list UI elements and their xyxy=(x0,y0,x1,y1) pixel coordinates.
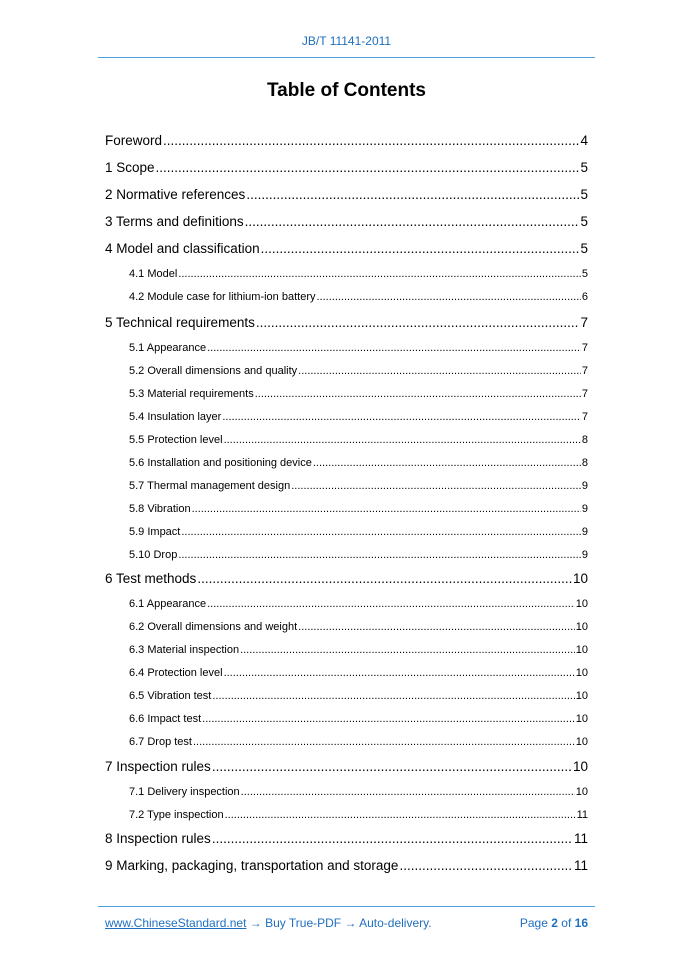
toc-leader-dots xyxy=(256,315,580,330)
toc-entry[interactable] xyxy=(105,268,588,280)
toc-entry-label: 6.4 Protection level xyxy=(129,667,223,679)
toc-leader-dots xyxy=(291,480,581,492)
toc-entry-label: 8 Inspection rules xyxy=(105,831,211,846)
toc-entry-page: 7 xyxy=(581,342,588,354)
toc-entry-page: 11 xyxy=(576,809,588,821)
toc-entry[interactable] xyxy=(105,187,588,202)
toc-entry-page: 5 xyxy=(580,241,588,256)
toc-entry-page: 9 xyxy=(581,526,588,538)
page-current: 2 xyxy=(551,916,558,930)
toc-entry-label: 5.2 Overall dimensions and quality xyxy=(129,365,298,377)
toc-entry[interactable] xyxy=(105,160,588,175)
toc-entry[interactable] xyxy=(105,434,588,446)
toc-entry-label: 5.4 Insulation layer xyxy=(129,411,222,423)
toc-entry-label: 9 Marking, packaging, transportation and storage xyxy=(105,858,399,873)
toc-entry-label: 5.6 Installation and positioning device xyxy=(129,457,312,469)
toc-entry-page: 10 xyxy=(575,644,588,656)
toc-leader-dots xyxy=(246,187,579,202)
toc-entry-label: 1 Scope xyxy=(105,160,155,175)
toc-entry-page: 5 xyxy=(580,160,588,175)
toc-entry-page: 10 xyxy=(575,786,588,798)
toc-leader-dots xyxy=(193,736,575,748)
toc-entry-label: 6.1 Appearance xyxy=(129,598,207,610)
toc-entry-label: 6.6 Impact test xyxy=(129,713,202,725)
site-link[interactable]: www.ChineseStandard.net xyxy=(105,916,247,930)
toc-entry-label: 6.2 Overall dimensions and weight xyxy=(129,621,298,633)
running-header: JB/T 11141-2011 xyxy=(301,34,392,48)
toc-entry[interactable] xyxy=(105,133,588,148)
toc-entry-page: 8 xyxy=(581,434,588,446)
toc-leader-dots xyxy=(163,133,579,148)
toc-leader-dots xyxy=(298,621,575,633)
toc-entry-page: 10 xyxy=(575,621,588,633)
toc-entry[interactable] xyxy=(105,713,588,725)
toc-entry[interactable] xyxy=(105,342,588,354)
toc-entry[interactable] xyxy=(105,480,588,492)
page-total: 16 xyxy=(574,916,588,930)
toc-entry-label: 4.1 Model xyxy=(129,268,178,280)
page-title: Table of Contents xyxy=(266,80,427,101)
toc-entry[interactable] xyxy=(105,291,588,303)
toc-entry-label: 5.3 Material requirements xyxy=(129,388,254,400)
header-divider xyxy=(98,57,595,58)
toc-entry-label: 7.1 Delivery inspection xyxy=(129,786,240,798)
toc-entry[interactable] xyxy=(105,365,588,377)
toc-entry-page: 10 xyxy=(575,667,588,679)
toc-entry[interactable] xyxy=(105,786,588,798)
page-indicator xyxy=(520,916,588,930)
toc-entry-page: 11 xyxy=(573,858,588,873)
toc-leader-dots xyxy=(197,571,572,586)
toc-entry[interactable] xyxy=(105,241,588,256)
toc-entry-page: 7 xyxy=(581,388,588,400)
toc-leader-dots xyxy=(192,503,581,515)
toc-leader-dots xyxy=(224,434,581,446)
toc-entry[interactable] xyxy=(105,809,588,821)
toc-leader-dots xyxy=(313,457,581,469)
toc-entry-page: 5 xyxy=(581,268,588,280)
toc-leader-dots xyxy=(207,598,575,610)
toc-entry-page: 7 xyxy=(581,411,588,423)
toc-entry-page: 7 xyxy=(581,365,588,377)
toc-entry-page: 9 xyxy=(581,503,588,515)
toc-entry-label: 5.9 Impact xyxy=(129,526,181,538)
toc-entry-label: 2 Normative references xyxy=(105,187,246,202)
toc-entry-label: 7 Inspection rules xyxy=(105,759,211,774)
toc-leader-dots xyxy=(399,858,573,873)
toc-leader-dots xyxy=(178,549,581,561)
toc-entry-page: 7 xyxy=(580,315,588,330)
page-footer xyxy=(105,916,588,930)
toc-entry-page: 10 xyxy=(575,598,588,610)
toc-entry-label: 6.3 Material inspection xyxy=(129,644,240,656)
toc-leader-dots xyxy=(212,690,574,702)
toc-entry-label: 5.5 Protection level xyxy=(129,434,223,446)
page-word: Page xyxy=(519,916,548,930)
toc-leader-dots xyxy=(202,713,575,725)
of-word: of xyxy=(561,916,572,930)
toc-entry-label: 5.10 Drop xyxy=(129,549,178,561)
toc-entry[interactable] xyxy=(105,214,588,229)
toc-entry-page: 10 xyxy=(572,759,588,774)
toc-leader-dots xyxy=(261,241,580,256)
toc-entry-page: 8 xyxy=(581,457,588,469)
toc-leader-dots xyxy=(241,786,575,798)
toc-entry[interactable] xyxy=(105,598,588,610)
toc-entry-page: 9 xyxy=(581,549,588,561)
toc-entry-page: 10 xyxy=(572,571,588,586)
toc-entry[interactable] xyxy=(105,759,588,774)
toc-entry[interactable] xyxy=(105,690,588,702)
toc-entry-page: 6 xyxy=(581,291,588,303)
toc-leader-dots xyxy=(225,809,576,821)
toc-entry-label: 3 Terms and definitions xyxy=(105,214,244,229)
toc-leader-dots xyxy=(212,759,572,774)
toc-leader-dots xyxy=(224,667,575,679)
toc-entry[interactable] xyxy=(105,411,588,423)
toc-leader-dots xyxy=(207,342,581,354)
toc-entry-page: 10 xyxy=(575,736,588,748)
toc-entry-label: 6.7 Drop test xyxy=(129,736,192,748)
toc-entry-page: 5 xyxy=(580,214,588,229)
toc-entry-label: 5.1 Appearance xyxy=(129,342,207,354)
toc-leader-dots xyxy=(298,365,581,377)
footer-divider xyxy=(98,906,595,907)
toc-entry[interactable] xyxy=(105,644,588,656)
toc-leader-dots xyxy=(156,160,580,175)
toc-entry-label: 4.2 Module case for lithium-ion battery xyxy=(129,291,316,303)
toc-entry-page: 11 xyxy=(573,831,588,846)
toc-leader-dots xyxy=(245,214,580,229)
toc-leader-dots xyxy=(181,526,581,538)
toc-entry[interactable] xyxy=(105,858,588,873)
toc-leader-dots xyxy=(316,291,580,303)
toc-entry-label: 5 Technical requirements xyxy=(105,315,255,330)
toc-leader-dots xyxy=(212,831,573,846)
promo-text: → Buy True-PDF → Auto-delivery. xyxy=(246,916,432,930)
toc-entry-label: 7.2 Type inspection xyxy=(129,809,224,821)
toc-entry-label: 4 Model and classification xyxy=(105,241,260,256)
toc-entry-label: 6 Test methods xyxy=(105,571,197,586)
toc-entry-page: 10 xyxy=(575,713,588,725)
toc-entry-page: 4 xyxy=(580,133,588,148)
toc-entry[interactable] xyxy=(105,831,588,846)
toc-leader-dots xyxy=(240,644,575,656)
toc-entry[interactable] xyxy=(105,457,588,469)
toc-entry[interactable] xyxy=(105,621,588,633)
toc-entry-label: 5.7 Thermal management design xyxy=(129,480,291,492)
toc-entry-page: 9 xyxy=(581,480,588,492)
toc-entry-page: 10 xyxy=(575,690,588,702)
toc-entry[interactable] xyxy=(105,315,588,330)
toc-entry[interactable] xyxy=(105,571,588,586)
toc-entry-label: Foreword xyxy=(105,133,163,148)
toc-entry[interactable] xyxy=(105,667,588,679)
toc-entry[interactable] xyxy=(105,388,588,400)
toc-entry-label: 6.5 Vibration test xyxy=(129,690,212,702)
toc-entry-page: 5 xyxy=(580,187,588,202)
toc-leader-dots xyxy=(222,411,581,423)
toc-entry[interactable] xyxy=(105,526,588,538)
toc-leader-dots xyxy=(178,268,581,280)
toc-entry[interactable] xyxy=(105,549,588,561)
toc-entry[interactable] xyxy=(105,736,588,748)
toc-leader-dots xyxy=(255,388,581,400)
toc-entry-label: 5.8 Vibration xyxy=(129,503,191,515)
toc-entry[interactable] xyxy=(105,503,588,515)
